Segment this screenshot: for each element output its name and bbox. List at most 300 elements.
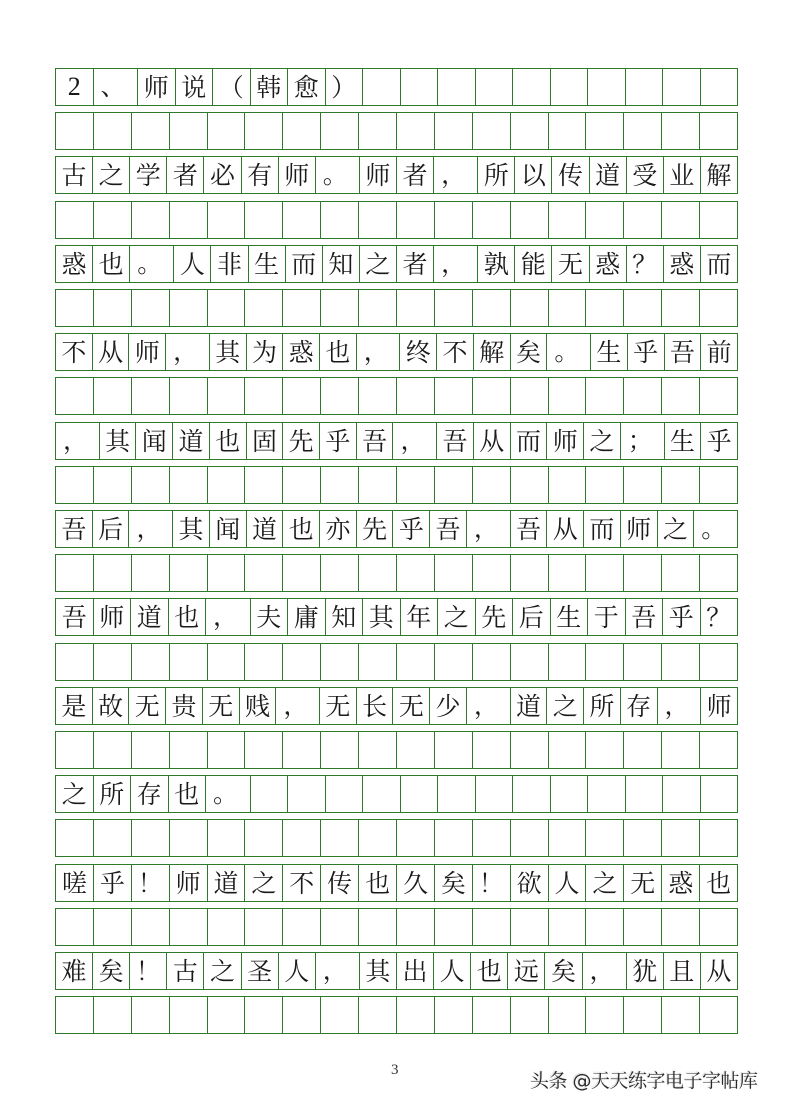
grid-cell-empty: [548, 644, 586, 680]
grid-cell-empty: [244, 378, 282, 414]
grid-cell-character: 孰: [477, 246, 514, 282]
grid-cell-character: 惑: [661, 865, 699, 901]
grid-cell-empty: [587, 776, 625, 812]
grid-cell-empty: [131, 202, 169, 238]
blank-practice-row: [55, 112, 738, 150]
grid-cell-empty: [169, 202, 207, 238]
grid-cell-empty: [396, 202, 434, 238]
grid-cell-character: 道: [172, 423, 209, 459]
grid-cell-empty: [396, 909, 434, 945]
grid-cell-empty: [207, 644, 245, 680]
grid-cell-character: 远: [507, 953, 544, 989]
grid-cell-empty: [325, 776, 363, 812]
grid-cell-character: 师: [700, 688, 737, 724]
grid-cell-empty: [358, 202, 396, 238]
grid-cell-empty: [548, 290, 586, 326]
grid-cell-empty: [320, 202, 358, 238]
grid-cell-empty: [623, 555, 661, 591]
grid-cell-empty: [93, 467, 131, 503]
grid-cell-character: 固: [246, 423, 283, 459]
grid-cell-character: 惑: [663, 246, 700, 282]
grid-cell-empty: [358, 378, 396, 414]
grid-cell-empty: [93, 644, 131, 680]
grid-cell-character: ，: [433, 157, 477, 193]
grid-cell-character: 而: [285, 246, 322, 282]
grid-cell-empty: [244, 732, 282, 768]
grid-cell-character: 嗟: [61, 868, 87, 898]
grid-cell-character: 知: [322, 246, 359, 282]
grid-cell-empty: [548, 467, 586, 503]
grid-cell-empty: [585, 820, 623, 856]
watermark: 头条 @天天练字电子字帖库: [530, 1070, 758, 1092]
grid-cell-character: 也: [319, 334, 356, 370]
grid-cell-empty: [131, 732, 169, 768]
grid-cell-character: 矣: [92, 953, 129, 989]
grid-cell-empty: [93, 732, 131, 768]
grid-cell-empty: [510, 909, 548, 945]
grid-cell-character: 庸: [287, 599, 325, 635]
grid-cell-empty: [548, 113, 586, 149]
grid-cell-empty: [434, 909, 472, 945]
grid-cell-empty: [510, 644, 548, 680]
grid-cell-empty: [434, 202, 472, 238]
grid-cell-empty: [244, 820, 282, 856]
grid-cell-character: 为: [246, 334, 283, 370]
grid-cell-character: 存: [130, 776, 168, 812]
grid-cell-empty: [207, 732, 245, 768]
grid-cell-empty: [396, 820, 434, 856]
grid-cell-character: 其: [359, 953, 396, 989]
grid-cell-empty: [56, 909, 93, 945]
grid-cell-empty: [358, 467, 396, 503]
grid-cell-empty: [282, 113, 320, 149]
grid-cell-empty: [585, 113, 623, 149]
text-row: [55, 422, 738, 460]
blank-practice-row: [55, 819, 738, 857]
grid-cell-character: 之: [92, 157, 129, 193]
grid-cell-empty: [661, 997, 699, 1033]
grid-cell-character: 从: [92, 334, 129, 370]
grid-cell-character: 吾: [61, 602, 87, 632]
grid-cell-empty: [434, 820, 472, 856]
grid-cell-empty: [169, 290, 207, 326]
grid-cell-character: 先: [475, 599, 513, 635]
grid-cell-empty: [282, 820, 320, 856]
grid-cell-empty: [699, 909, 737, 945]
grid-cell-empty: [585, 202, 623, 238]
grid-cell-character: 长: [356, 688, 393, 724]
grid-cell-character: 闻: [135, 423, 172, 459]
grid-cell-empty: [244, 997, 282, 1033]
text-row: [55, 775, 738, 813]
grid-cell-character: 知: [325, 599, 363, 635]
grid-cell-character: 先: [282, 423, 319, 459]
grid-cell-empty: [320, 997, 358, 1033]
grid-cell-empty: [250, 776, 288, 812]
grid-cell-empty: [699, 113, 737, 149]
grid-cell-empty: [585, 909, 623, 945]
grid-cell-empty: [396, 997, 434, 1033]
grid-cell-empty: [93, 555, 131, 591]
grid-cell-character: 吾: [429, 511, 466, 547]
grid-cell-empty: [169, 909, 207, 945]
grid-cell-character: ，: [205, 599, 250, 635]
grid-cell-empty: [282, 290, 320, 326]
grid-cell-character: 。: [205, 776, 250, 812]
page-number: 3: [391, 1062, 399, 1078]
grid-cell-character: 之: [203, 953, 240, 989]
grid-cell-character: 之: [244, 865, 282, 901]
grid-cell-empty: [56, 202, 93, 238]
grid-cell-empty: [320, 467, 358, 503]
grid-cell-character: 者: [166, 157, 203, 193]
text-row: [55, 156, 738, 194]
grid-cell-character: 难: [61, 956, 87, 986]
grid-cell-empty: [661, 202, 699, 238]
grid-cell-empty: [434, 555, 472, 591]
grid-cell-empty: [510, 113, 548, 149]
blank-practice-row: [55, 466, 738, 504]
grid-cell-character: 。: [315, 157, 359, 193]
grid-cell-empty: [548, 909, 586, 945]
grid-cell-character: 欲: [510, 865, 548, 901]
grid-cell-character: 乎: [93, 865, 131, 901]
grid-cell-character: 之: [359, 246, 396, 282]
grid-cell-character: 闻: [209, 511, 246, 547]
grid-cell-character: 也: [168, 776, 206, 812]
grid-cell-character: 其: [172, 511, 209, 547]
grid-cell-character: ，: [128, 511, 172, 547]
grid-cell-character: 以: [514, 157, 551, 193]
grid-cell-character: 有: [241, 157, 278, 193]
grid-cell-empty: [358, 732, 396, 768]
grid-cell-empty: [320, 820, 358, 856]
grid-cell-character: 解: [700, 157, 737, 193]
grid-cell-empty: [472, 820, 510, 856]
grid-cell-character: 乎: [392, 511, 429, 547]
grid-cell-character: 存: [620, 688, 657, 724]
grid-cell-character: ！: [131, 865, 169, 901]
grid-cell-empty: [661, 732, 699, 768]
grid-cell-empty: [169, 820, 207, 856]
grid-cell-empty: [585, 644, 623, 680]
grid-cell-character: 吾: [436, 423, 473, 459]
grid-cell-empty: [362, 69, 400, 105]
grid-cell-empty: [550, 69, 588, 105]
grid-cell-character: ，: [657, 688, 701, 724]
grid-cell-character: 吾: [356, 423, 393, 459]
grid-cell-character: 也: [699, 865, 737, 901]
grid-cell-character: 贱: [239, 688, 276, 724]
blank-practice-row: [55, 377, 738, 415]
grid-cell-empty: [56, 378, 93, 414]
grid-cell-empty: [475, 776, 513, 812]
grid-cell-empty: [662, 776, 700, 812]
grid-cell-empty: [358, 555, 396, 591]
grid-cell-empty: [282, 644, 320, 680]
grid-cell-empty: [244, 909, 282, 945]
grid-cell-character: 。: [546, 334, 590, 370]
grid-cell-character: 而: [510, 423, 547, 459]
grid-cell-empty: [510, 732, 548, 768]
grid-cell-empty: [56, 997, 93, 1033]
grid-cell-character: 从: [546, 511, 583, 547]
grid-cell-empty: [585, 467, 623, 503]
grid-cell-empty: [282, 732, 320, 768]
grid-cell-character: 后: [512, 599, 550, 635]
grid-cell-empty: [282, 378, 320, 414]
grid-cell-character: ，: [466, 688, 510, 724]
grid-cell-empty: [548, 202, 586, 238]
grid-cell-character: 师: [169, 865, 207, 901]
grid-cell-empty: [131, 378, 169, 414]
grid-cell-character: 从: [700, 953, 737, 989]
grid-cell-character: 必: [203, 157, 240, 193]
grid-cell-empty: [320, 644, 358, 680]
grid-cell-character: 年: [400, 599, 438, 635]
grid-cell-empty: [699, 290, 737, 326]
grid-cell-character: 道: [207, 865, 245, 901]
grid-cell-character: 吾: [510, 511, 547, 547]
grid-cell-empty: [244, 113, 282, 149]
grid-cell-character: 终: [399, 334, 436, 370]
grid-cell-empty: [207, 997, 245, 1033]
grid-cell-empty: [396, 467, 434, 503]
grid-cell-empty: [131, 909, 169, 945]
grid-cell-character: 也: [209, 423, 246, 459]
grid-cell-character: 无: [319, 688, 356, 724]
grid-cell-empty: [661, 555, 699, 591]
grid-cell-character: 是: [61, 691, 87, 721]
grid-cell-empty: [244, 644, 282, 680]
grid-cell-empty: [585, 732, 623, 768]
grid-cell-empty: [699, 555, 737, 591]
blank-practice-row: [55, 908, 738, 946]
grid-cell-empty: [662, 69, 700, 105]
grid-cell-empty: [93, 909, 131, 945]
grid-cell-empty: [623, 378, 661, 414]
grid-cell-character: 之: [546, 688, 583, 724]
grid-cell-empty: [625, 69, 663, 105]
grid-cell-empty: [585, 378, 623, 414]
grid-cell-character: 之: [61, 779, 87, 809]
grid-cell-empty: [585, 555, 623, 591]
grid-cell-empty: [56, 644, 93, 680]
grid-cell-empty: [623, 467, 661, 503]
grid-cell-empty: [131, 467, 169, 503]
grid-cell-empty: [169, 467, 207, 503]
grid-cell-character: 也: [282, 511, 319, 547]
grid-cell-empty: [548, 997, 586, 1033]
grid-cell-character: 生: [248, 246, 285, 282]
grid-cell-character: 其: [99, 423, 136, 459]
grid-cell-empty: [661, 378, 699, 414]
blank-practice-row: [55, 731, 738, 769]
grid-cell-character: 矣: [544, 953, 581, 989]
grid-cell-empty: [625, 776, 663, 812]
grid-cell-empty: [131, 644, 169, 680]
grid-cell-empty: [475, 69, 513, 105]
grid-cell-empty: [207, 820, 245, 856]
grid-cell-empty: [396, 732, 434, 768]
grid-cell-character: 不: [282, 865, 320, 901]
grid-cell-character: 人: [278, 953, 315, 989]
grid-cell-empty: [93, 202, 131, 238]
grid-cell-character: 之: [657, 511, 694, 547]
grid-cell-empty: [131, 290, 169, 326]
grid-cell-empty: [661, 113, 699, 149]
grid-cell-empty: [169, 732, 207, 768]
grid-cell-empty: [358, 644, 396, 680]
grid-cell-empty: [437, 776, 475, 812]
grid-cell-empty: [472, 732, 510, 768]
grid-cell-empty: [358, 290, 396, 326]
grid-cell-empty: [93, 290, 131, 326]
grid-cell-character: 韩: [250, 69, 288, 105]
text-row: [55, 598, 738, 636]
grid-cell-empty: [623, 997, 661, 1033]
grid-cell-character: 受: [626, 157, 663, 193]
grid-cell-empty: [320, 290, 358, 326]
grid-cell-empty: [93, 997, 131, 1033]
grid-cell-character: 之: [437, 599, 475, 635]
grid-cell-empty: [93, 378, 131, 414]
grid-cell-character: 不: [436, 334, 473, 370]
grid-cell-empty: [131, 820, 169, 856]
grid-cell-empty: [623, 909, 661, 945]
grid-cell-empty: [472, 113, 510, 149]
grid-cell-character: 也: [470, 953, 507, 989]
grid-cell-character: 所: [583, 688, 620, 724]
grid-cell-character: 传: [320, 865, 358, 901]
grid-cell-character: 生: [590, 334, 627, 370]
grid-cell-character: ！: [472, 865, 510, 901]
grid-cell-character: 之: [585, 865, 623, 901]
grid-cell-empty: [512, 69, 550, 105]
blank-practice-row: [55, 554, 738, 592]
grid-cell-empty: [434, 113, 472, 149]
grid-cell-empty: [548, 378, 586, 414]
grid-cell-empty: [169, 644, 207, 680]
grid-cell-empty: [548, 732, 586, 768]
grid-cell-empty: [244, 290, 282, 326]
grid-cell-empty: [623, 202, 661, 238]
grid-cell-character: 矣: [510, 334, 547, 370]
grid-cell-character: 贵: [165, 688, 202, 724]
grid-cell-empty: [699, 997, 737, 1033]
grid-cell-empty: [699, 378, 737, 414]
grid-cell-character: 故: [92, 688, 129, 724]
grid-cell-empty: [400, 69, 438, 105]
grid-cell-empty: [510, 467, 548, 503]
grid-cell-character: 乎: [319, 423, 356, 459]
grid-cell-empty: [282, 555, 320, 591]
grid-cell-empty: [358, 113, 396, 149]
grid-cell-character: 人: [433, 953, 470, 989]
grid-cell-empty: [661, 467, 699, 503]
grid-cell-empty: [362, 776, 400, 812]
grid-cell-character: 人: [173, 246, 210, 282]
grid-cell-empty: [512, 776, 550, 812]
grid-cell-character: 夫: [250, 599, 288, 635]
grid-cell-empty: [169, 113, 207, 149]
grid-cell-empty: [699, 644, 737, 680]
grid-cell-character: 师: [546, 423, 583, 459]
grid-cell-character: 也: [358, 865, 396, 901]
grid-cell-empty: [56, 820, 93, 856]
grid-cell-empty: [510, 202, 548, 238]
grid-cell-character: 也: [92, 246, 129, 282]
grid-cell-character: 无: [623, 865, 661, 901]
grid-cell-character: ，: [466, 511, 510, 547]
grid-cell-empty: [207, 113, 245, 149]
grid-cell-empty: [587, 69, 625, 105]
blank-practice-row: [55, 289, 738, 327]
grid-cell-empty: [623, 290, 661, 326]
grid-cell-empty: [282, 909, 320, 945]
grid-cell-empty: [207, 202, 245, 238]
grid-cell-character: ，: [275, 688, 319, 724]
grid-cell-empty: [434, 467, 472, 503]
grid-cell-character: 人: [548, 865, 586, 901]
grid-cell-empty: [93, 820, 131, 856]
grid-cell-character: 少: [429, 688, 466, 724]
grid-cell-character: 于: [587, 599, 625, 635]
grid-cell-character: 吾: [61, 514, 87, 544]
grid-cell-character: ，: [63, 426, 89, 455]
grid-cell-empty: [472, 555, 510, 591]
grid-cell-empty: [434, 290, 472, 326]
grid-cell-character: ，: [582, 953, 626, 989]
text-row: [55, 864, 738, 902]
grid-cell-empty: [56, 732, 93, 768]
grid-cell-empty: [472, 909, 510, 945]
grid-cell-empty: [472, 644, 510, 680]
grid-cell-empty: [56, 467, 93, 503]
grid-cell-character: 而: [700, 246, 737, 282]
grid-cell-character: 能: [514, 246, 551, 282]
grid-cell-empty: [320, 732, 358, 768]
grid-cell-empty: [434, 997, 472, 1033]
grid-cell-character: 道: [130, 599, 168, 635]
grid-cell-empty: [282, 202, 320, 238]
grid-cell-character: 无: [128, 688, 165, 724]
grid-cell-empty: [207, 290, 245, 326]
grid-cell-character: 惑: [282, 334, 319, 370]
grid-cell-empty: [207, 909, 245, 945]
grid-cell-empty: [244, 202, 282, 238]
grid-cell-character: ；: [620, 423, 664, 459]
grid-cell-character: 圣: [241, 953, 278, 989]
grid-cell-character: 师: [620, 511, 657, 547]
grid-cell-empty: [699, 467, 737, 503]
text-row: [55, 952, 738, 990]
grid-cell-empty: [585, 290, 623, 326]
grid-cell-character: 吾: [625, 599, 663, 635]
grid-cell-empty: [56, 555, 93, 591]
grid-cell-empty: [510, 290, 548, 326]
grid-cell-character: 吾: [664, 334, 701, 370]
grid-cell-character: 学: [129, 157, 166, 193]
grid-cell-character: ！: [129, 953, 166, 989]
grid-cell-character: 后: [92, 511, 129, 547]
grid-cell-empty: [510, 378, 548, 414]
grid-cell-empty: [510, 555, 548, 591]
grid-cell-character: 者: [396, 157, 433, 193]
grid-cell-character: 生: [550, 599, 588, 635]
grid-cell-empty: [131, 555, 169, 591]
blank-practice-row: [55, 643, 738, 681]
